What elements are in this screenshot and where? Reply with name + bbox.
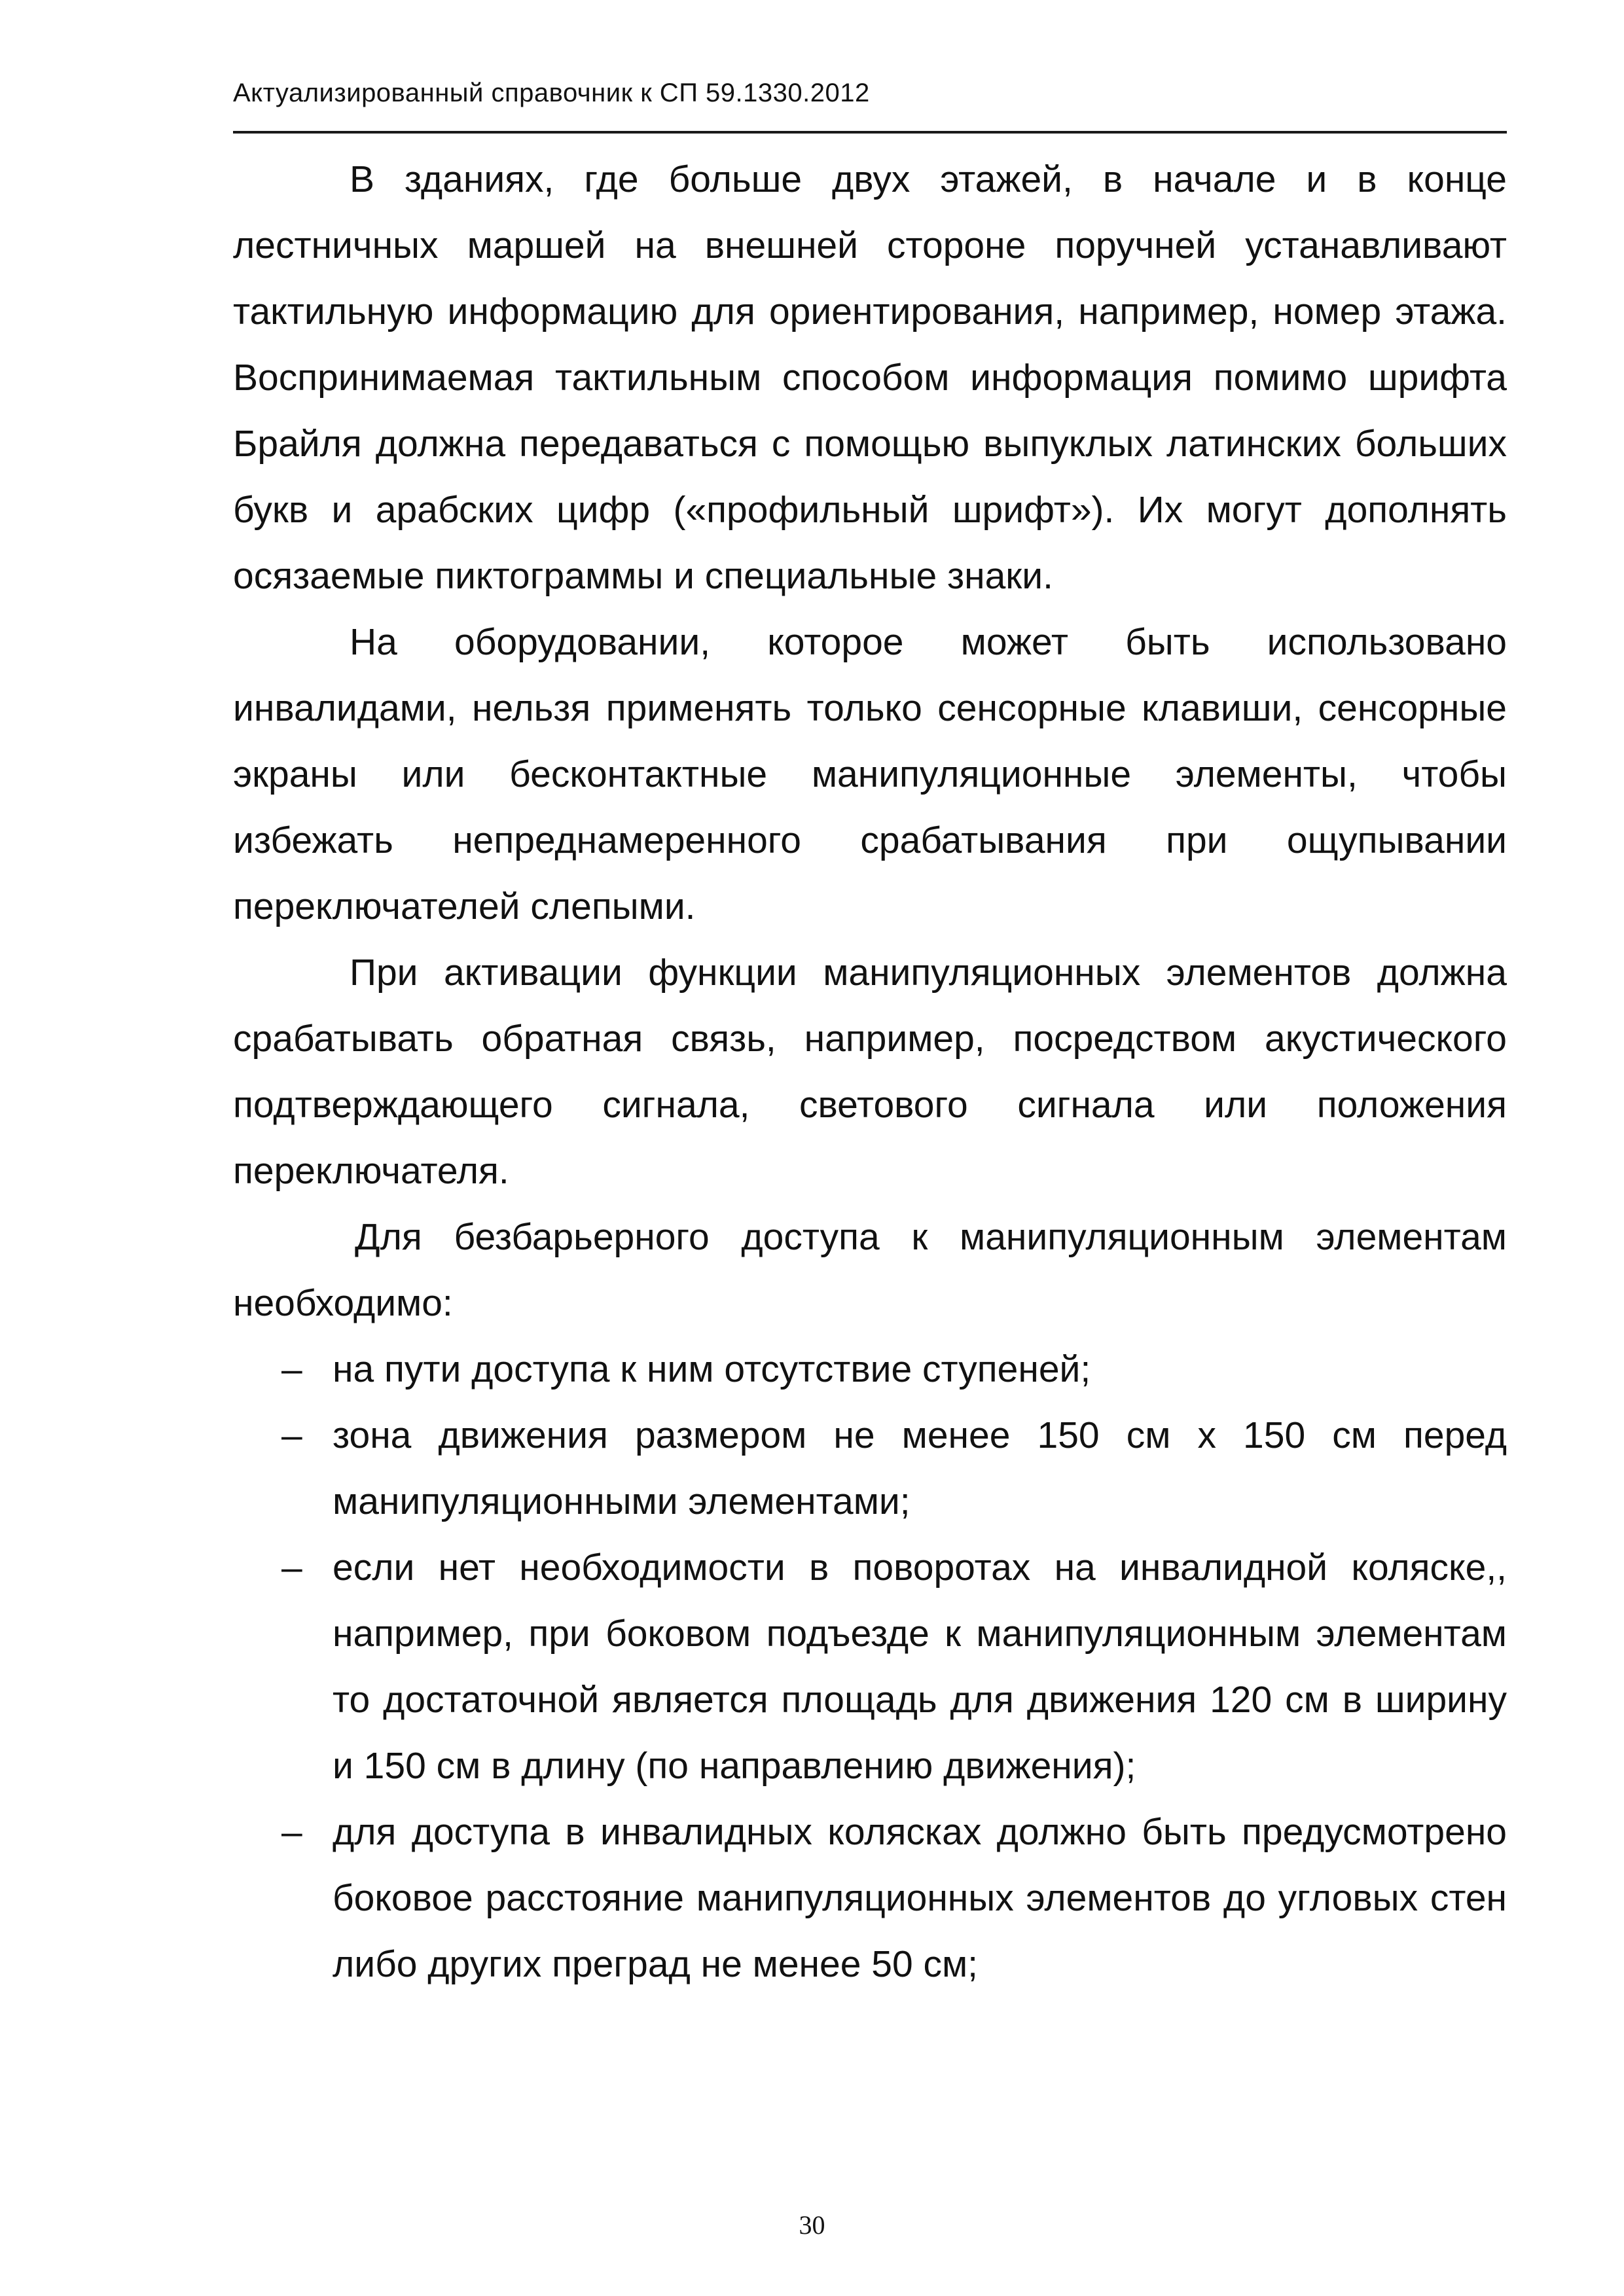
list-item [233,1336,1507,1403]
page-number: 30 [799,2210,825,2240]
list-item-text: на пути доступа к ним отсутствие ступеней; [333,1348,1091,1390]
paragraph-sensor-keys: На оборудовании, которое может быть использовано инвалидами, нельзя применять только сенсорные клавиши, сенсорные экраны или бесконтактные манипуляционные элементы, чтобы избежать непреднамеренного срабатывания при ощупывании переключателей слепыми. [233,621,1507,927]
list-dash-marker: – [281,1348,302,1390]
page-header [233,65,1507,134]
paragraph-barrier-free-access: Для безбарьерного доступа к манипуляционным элементам необходимо: [233,1216,1507,1324]
list-item [233,1535,1507,1799]
document-body [233,147,1507,1998]
list-item-text: если нет необходимости в поворотах на инвалидной коляске,, например, при боковом подъезде к манипуляционным элементам то достаточной является площадь для движения 120 см в ширину и 150 см в длину (по направлению движения); [333,1547,1507,1787]
list-dash-marker: – [281,1414,302,1456]
paragraph-tactile-info: В зданиях, где больше двух этажей, в начале и в конце лестничных маршей на внешней стороне поручней устанавливают тактильную информацию для ориентирования, например, номер этажа. Воспринимаемая тактильным способом информация помимо шрифта Брайля должна передаваться с помощью выпуклых латинских больших букв и арабских цифр («профильный шрифт»). Их могут дополнять осязаемые пиктограммы и специальные знаки. [233,158,1507,597]
paragraph-feedback: При активации функции манипуляционных элементов должна срабатывать обратная связь, например, посредством акустического подтверждающего сигнала, светового сигнала или положения переключателя. [233,952,1507,1192]
requirements-list [233,1336,1507,1998]
list-dash-marker: – [281,1547,302,1588]
header-title: Актуализированный справочник к СП 59.1330.2012 [233,79,870,107]
list-dash-marker: – [281,1811,302,1853]
list-item [233,1403,1507,1535]
list-item [233,1799,1507,1998]
list-item-text: для доступа в инвалидных колясках должно быть предусмотрено боковое расстояние манипуляционных элементов до угловых стен либо других преград не менее 50 см; [333,1811,1507,1985]
list-item-text: зона движения размером не менее 150 см х 150 см перед манипуляционными элементами; [333,1414,1507,1522]
